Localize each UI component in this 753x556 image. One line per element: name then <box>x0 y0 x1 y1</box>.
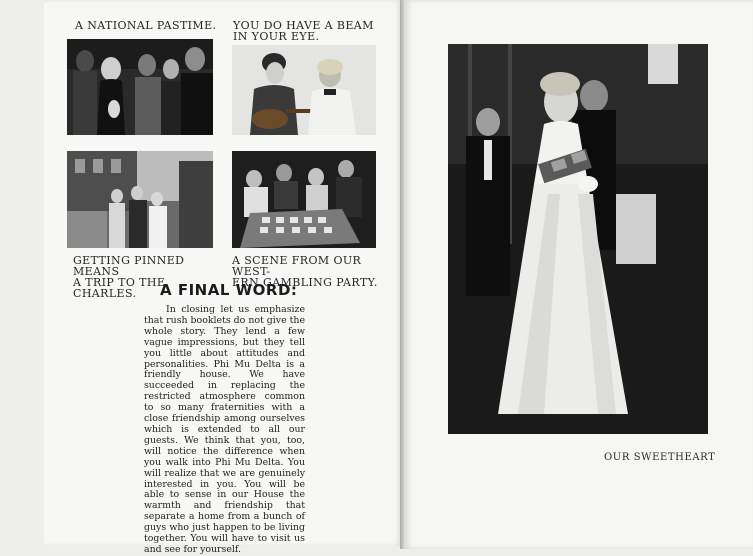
section-heading: A FINAL WORD: <box>160 281 298 299</box>
guitar-players-photo <box>232 45 376 135</box>
caption-line: ERN GAMBLING PARTY. <box>232 276 378 289</box>
caption-line: GETTING PINNED MEANS <box>73 254 185 278</box>
sweetheart-portrait-photo <box>448 44 708 434</box>
party-crowd-photo <box>67 39 213 135</box>
gambling-table-photo <box>232 151 376 248</box>
caption-line: A NATIONAL PASTIME. <box>75 19 217 32</box>
photo-caption-1 <box>75 20 225 31</box>
photo-caption-sweetheart: OUR SWEETHEART <box>604 452 716 463</box>
caption-line: A TRIP TO THE CHARLES. <box>73 276 166 300</box>
photo-caption-2 <box>233 20 383 42</box>
caption-line: IN YOUR EYE. <box>233 30 320 43</box>
caption-line: YOU DO HAVE A BEAM <box>233 19 374 32</box>
body-paragraph: In closing let us emphasize that rush booklets do not give the whole story. They lend a few vague impressions, but they tell you little about attitudes and personalities. Phi Mu Delta is a friendly house. We have succeeded in replacing the restricted atmosphere common to so many fraternities with a close friendship among ourselves which is extended to all our guests. We think that you, too, will notice the difference when you walk into Phi Mu Delta. You will realize that we are genuinely interested in you. You will be able to sense in our House the warmth and friendship that separate a home from a bunch of guys who just happen to be living together. You will have to visit us and see for yourself. <box>144 304 305 555</box>
caption-line: A SCENE FROM OUR WEST- <box>232 254 362 278</box>
street-crowd-photo <box>67 151 213 248</box>
